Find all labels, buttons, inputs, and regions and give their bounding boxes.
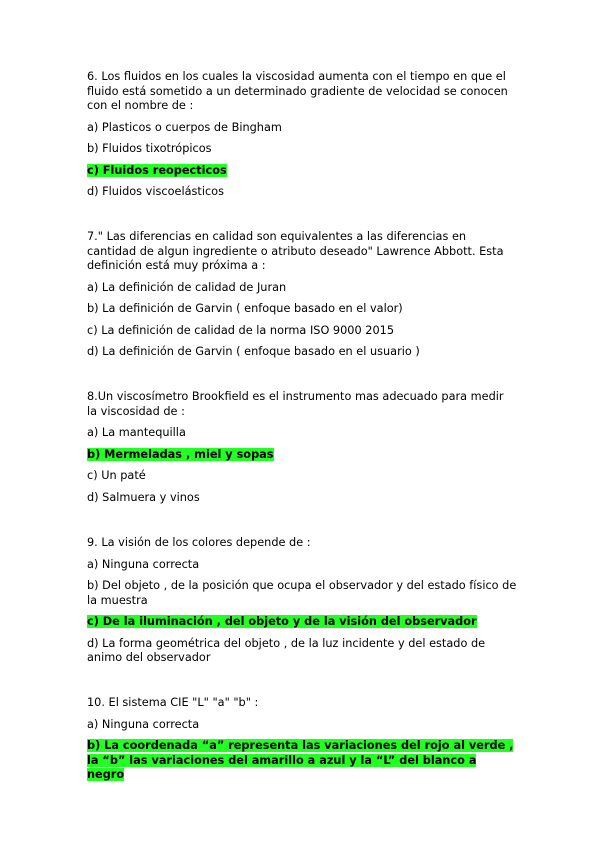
- answer-option-d: d) La forma geométrica del objeto , de la luz incidente y del estado de animo del observador: [87, 636, 486, 664]
- answer-option-b: b) Del objeto , de la posición que ocupa el observador y del estado físico de la muestra: [87, 579, 517, 607]
- answer-option-c-correct: c) Fluidos reopecticos: [87, 163, 227, 177]
- answer-option-a: a) Plasticos o cuerpos de Bingham: [87, 120, 282, 134]
- answer-option-c-correct: c) De la iluminación , del objeto y de la visión del observador: [87, 615, 477, 628]
- answer-option-c: c) Un paté: [87, 469, 146, 482]
- question-stem: 7." Las diferencias en calidad son equivalentes a las diferencias en cantidad de algun ingrediente o atributo deseado" Lawrence Abbott. Esta definición está muy próxima a :: [87, 230, 504, 272]
- answer-option-a: a) La definición de calidad de Juran: [87, 280, 287, 294]
- answer-option-a: a) Ninguna correcta: [87, 717, 200, 731]
- answer-option-d: d) La definición de Garvin ( enfoque basado en el usuario ): [87, 345, 420, 358]
- question-stem: 9. La visión de los colores depende de :: [87, 536, 311, 549]
- answer-option-d: d) Fluidos viscoelásticos: [87, 185, 224, 198]
- question-stem: 8.Un viscosímetro Brookfield es el instrumento mas adecuado para medir la viscosidad de :: [87, 390, 504, 418]
- answer-option-a: a) Ninguna correcta: [87, 557, 200, 571]
- question-8: [87, 390, 517, 512]
- answer-option-a: a) La mantequilla: [87, 426, 186, 439]
- question-10: [87, 696, 517, 790]
- answer-option-d: d) Salmuera y vinos: [87, 490, 200, 504]
- answer-option-b: b) La definición de Garvin ( enfoque basado en el valor): [87, 302, 403, 315]
- question-stem: 6. Los fluidos en los cuales la viscosidad aumenta con el tiempo en que el fluido está sometido a un determinado gradiente de velocidad se conocen con el nombre de :: [87, 70, 508, 112]
- question-9: [87, 536, 517, 673]
- question-6: [87, 70, 517, 207]
- question-stem: 10. El sistema CIE "L" "a" "b" :: [87, 696, 259, 709]
- answer-option-c: c) La definición de calidad de la norma ISO 9000 2015: [87, 323, 395, 337]
- answer-option-b-correct: b) Mermeladas , miel y sopas: [87, 447, 274, 461]
- answer-option-b-correct: b) La coordenada “a” representa las variaciones del rojo al verde , la “b” las variaciones del amarillo a azul y la “L” del blanco a negro: [87, 739, 514, 781]
- answer-option-b: b) Fluidos tixotrópicos: [87, 142, 212, 155]
- question-7: [87, 230, 517, 367]
